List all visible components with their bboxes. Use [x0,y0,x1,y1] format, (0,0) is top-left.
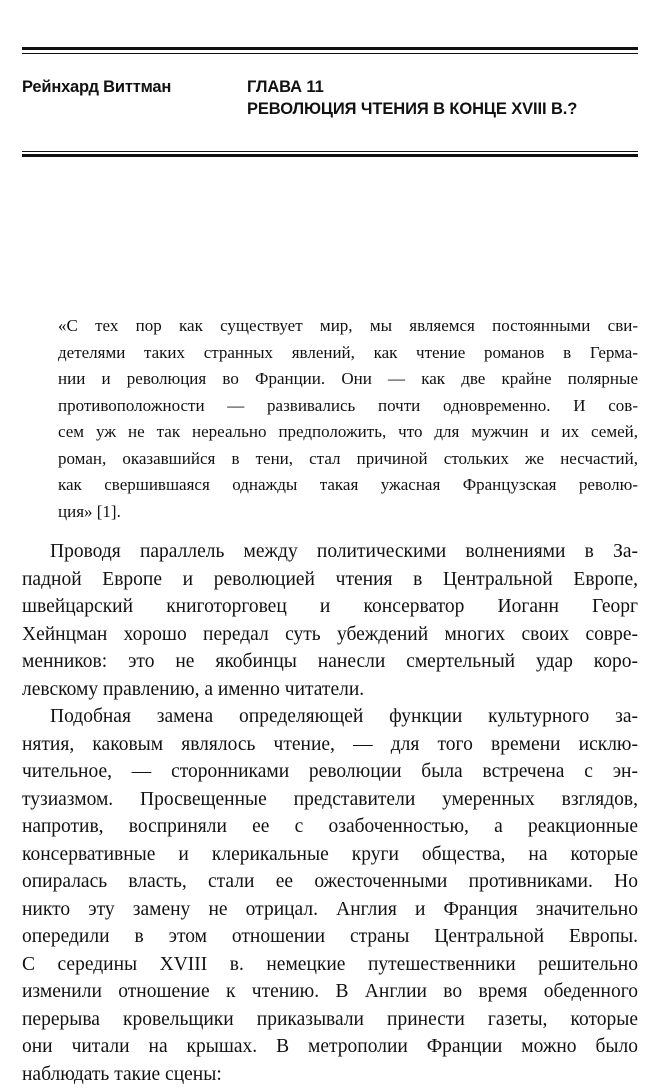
paragraph-2 [22,703,638,1088]
epigraph-line: «С тех пор как существует мир, мы являемся постоянными сви- [58,313,638,340]
paragraph-line: чительное, — сторонниками революции была встречена с эн- [22,758,638,786]
paragraph-line: левскому правлению, а именно читатели. [22,676,638,704]
epigraph [58,313,638,525]
paragraph-line: менников: это не якобинцы нанесли смертельный удар коро- [22,648,638,676]
chapter-heading [247,76,577,120]
paragraph-1 [22,538,638,703]
paragraph-line: наблюдать такие сцены: [22,1061,638,1088]
author-name: Рейнхард Виттман [22,76,171,98]
paragraph-line: Подобная замена определяющей функции культурного за- [22,703,638,731]
paragraph-line: падной Европе и революцией чтения в Центральной Европе, [22,566,638,594]
body-text [22,538,638,1088]
paragraph-line: Проводя параллель между политическими волнениями в За- [22,538,638,566]
top-rule-thin [22,53,638,54]
paragraph-line: С середины XVIII в. немецкие путешественники решительно [22,951,638,979]
paragraph-line: изменили отношение к чтению. В Англии во время обеденного [22,978,638,1006]
header-bottom-rule-thin [22,151,638,152]
paragraph-line: напротив, восприняли ее с озабоченностью, а реакционные [22,813,638,841]
paragraph-line: они читали на крышах. В метрополии Франции можно было [22,1033,638,1061]
epigraph-line: детелями таких странных явлений, как чтение романов в Герма- [58,340,638,367]
epigraph-line: нии и революция во Франции. Они — как две крайне полярные [58,366,638,393]
paragraph-line: швейцарский книготорговец и консерватор Иоганн Георг [22,593,638,621]
paragraph-line: никто эту замену не отрицал. Англия и Франция значительно [22,896,638,924]
epigraph-line: сем уж не так нереально предположить, что для мужчин и их семей, [58,419,638,446]
paragraph-line: тузиазмом. Просвещенные представители умеренных взглядов, [22,786,638,814]
header-bottom-rule-thick [22,154,638,157]
paragraph-line: нятия, каковым являлось чтение, — для того времени исклю- [22,731,638,759]
paragraph-line: консервативные и клерикальные круги общества, на которые [22,841,638,869]
epigraph-line: противоположности — развивались почти одновременно. И сов- [58,393,638,420]
top-rule-thick [22,47,638,50]
epigraph-line: ция» [1]. [58,499,638,526]
paragraph-line: Хейнцман хорошо передал суть убеждений многих своих совре- [22,621,638,649]
epigraph-line: как свершившаяся однажды такая ужасная Французская револю- [58,472,638,499]
epigraph-line: роман, оказавшийся в тени, стал причиной стольких же несчастий, [58,446,638,473]
paragraph-line: перерыва кровельщики приказывали принести газеты, которые [22,1006,638,1034]
chapter-title: РЕВОЛЮЦИЯ ЧТЕНИЯ В КОНЦЕ XVIII В.? [247,98,577,120]
paragraph-line: опиралась власть, стали ее ожесточенными противниками. Но [22,868,638,896]
paragraph-line: опередили в этом отношении страны Центральной Европы. [22,923,638,951]
chapter-number: ГЛАВА 11 [247,76,577,98]
